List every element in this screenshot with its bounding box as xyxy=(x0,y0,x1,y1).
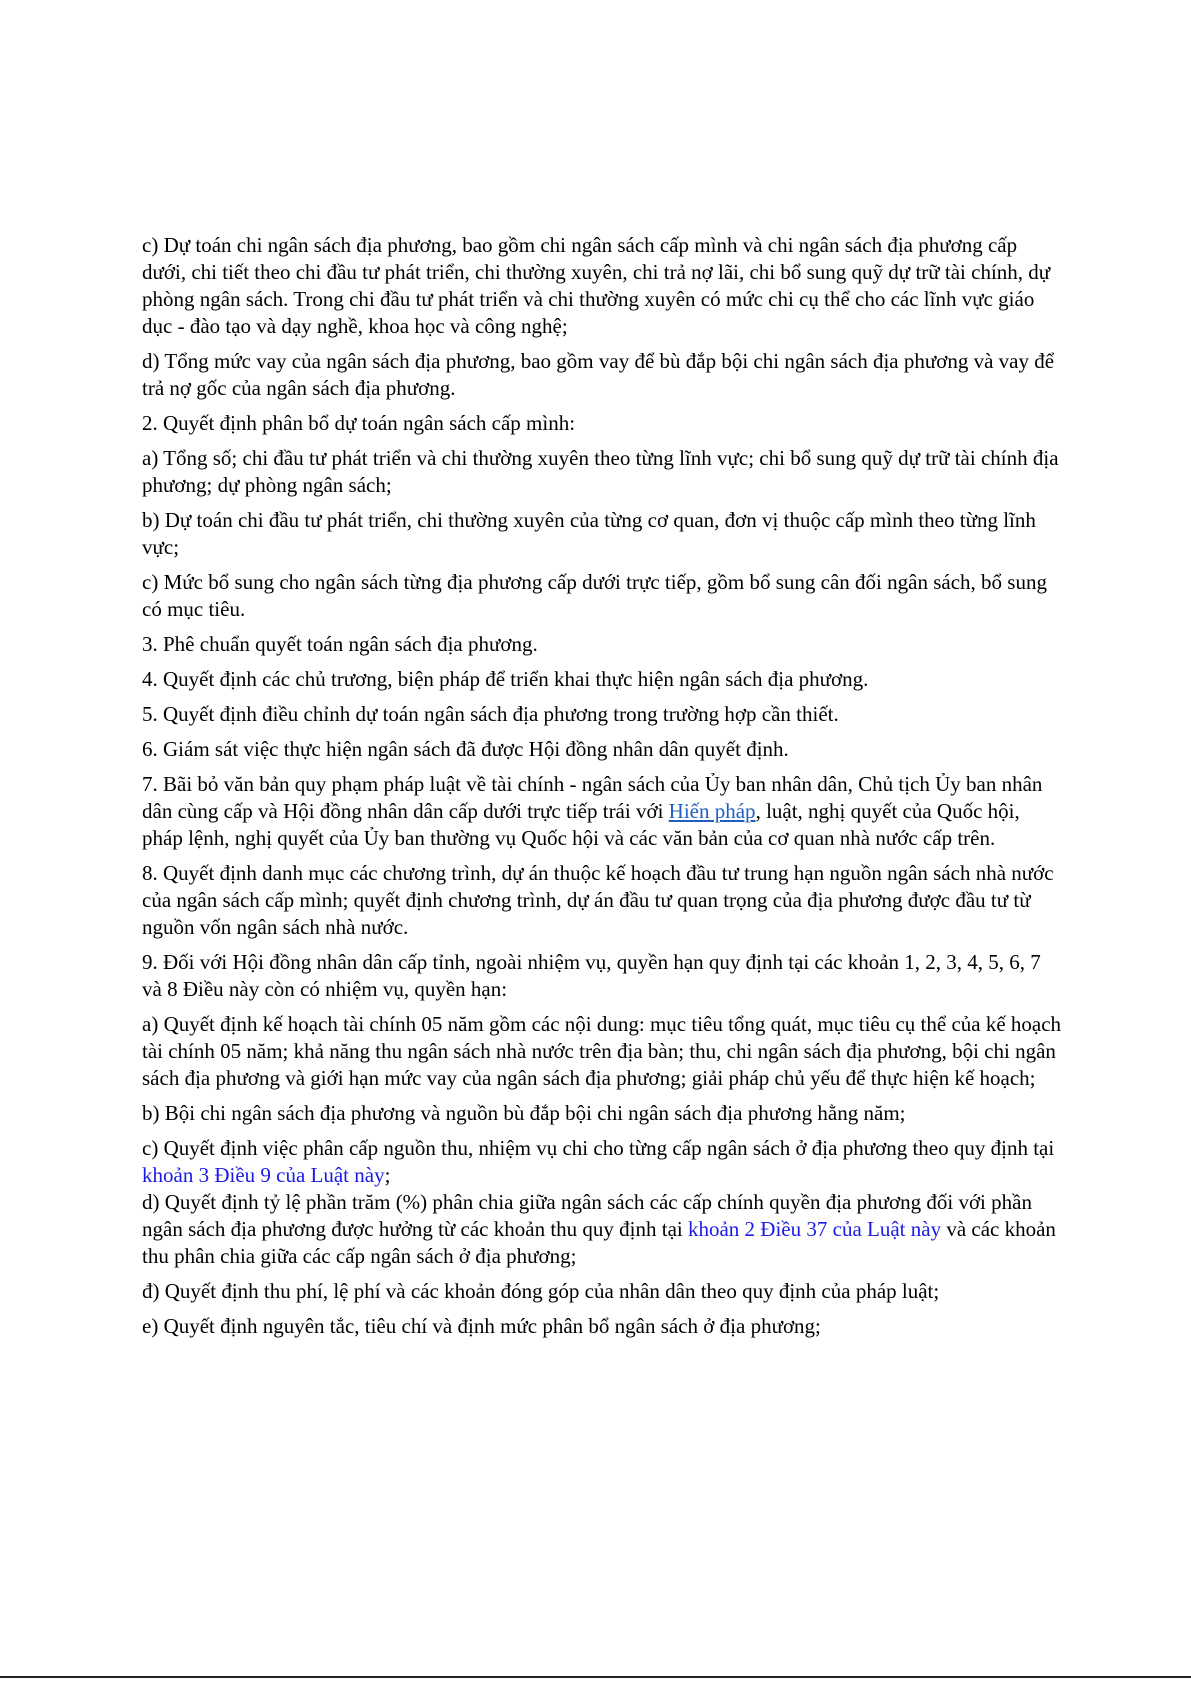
paragraph-2a: a) Tổng số; chi đầu tư phát triển và chi thường xuyên theo từng lĩnh vực; chi bổ sung quỹ dự trữ tài chính địa phương; dự phòng ngân sách; xyxy=(142,446,1059,497)
paragraph-1c-local-expenditure: c) Dự toán chi ngân sách địa phương, bao gồm chi ngân sách cấp mình và chi ngân sách địa phương cấp dưới, chi tiết theo chi đầu tư phát triển, chi thường xuyên, chi trả nợ lãi, chi bổ sung quỹ dự trữ tài chính, dự phòng ngân sách. Trong chi đầu tư phát triển và chi thường xuyên có mức chi cụ thể cho các lĩnh vực giáo dục - đào tạo và dạy nghề, khoa học và công nghệ; xyxy=(142,233,1051,338)
paragraph-9: 9. Đối với Hội đồng nhân dân cấp tỉnh, ngoài nhiệm vụ, quyền hạn quy định tại các khoản 1, 2, 3, 4, 5, 6, 7 và 8 Điều này còn có nhiệm vụ, quyền hạn: xyxy=(142,950,1041,1001)
footer-divider xyxy=(0,1676,1191,1678)
paragraph-2c: c) Mức bổ sung cho ngân sách từng địa phương cấp dưới trực tiếp, gồm bổ sung cân đối ngân sách, bổ sung có mục tiêu. xyxy=(142,570,1047,621)
paragraph-7 xyxy=(142,771,1062,852)
paragraph-2-allocation: 2. Quyết định phân bổ dự toán ngân sách cấp mình: xyxy=(142,411,576,435)
paragraph-9a: a) Quyết định kế hoạch tài chính 05 năm gồm các nội dung: mục tiêu tổng quát, mục tiêu cụ thể của kế hoạch tài chính 05 năm; khả năng thu ngân sách nhà nước trên địa bàn; thu, chi ngân sách địa phương, bội chi ngân sách địa phương và giới hạn mức vay của ngân sách địa phương; giải pháp chủ yếu để thực hiện kế hoạch; xyxy=(142,1012,1062,1090)
paragraph-7-text-before: 7. Bãi bỏ văn bản quy phạm pháp luật về tài chính - ngân sách của Ủy ban nhân dân, Chủ tịch Ủy ban nhân dân cùng cấp và Hội đồng nhân dân cấp dưới trực tiếp trái với xyxy=(142,772,1043,823)
paragraph-9b: b) Bội chi ngân sách địa phương và nguồn bù đắp bội chi ngân sách địa phương hằng năm; xyxy=(142,1101,906,1125)
paragraph-3: 3. Phê chuẩn quyết toán ngân sách địa phương. xyxy=(142,632,538,656)
constitution-link[interactable]: Hiến pháp xyxy=(668,799,756,823)
paragraph-4: 4. Quyết định các chủ trương, biện pháp để triển khai thực hiện ngân sách địa phương. xyxy=(142,667,869,691)
article-9-reference-link[interactable]: khoản 3 Điều 9 của Luật này xyxy=(142,1163,385,1187)
paragraph-9c xyxy=(142,1135,1062,1189)
paragraph-7-text-after: , luật, nghị quyết của Quốc hội, pháp lệnh, nghị quyết của Ủy ban thường vụ Quốc hội và các văn bản của cơ quan nhà nước cấp trên. xyxy=(142,799,1020,850)
paragraph-1d-total-borrowing: d) Tổng mức vay của ngân sách địa phương, bao gồm vay để bù đắp bội chi ngân sách địa phương và vay để trả nợ gốc của ngân sách địa phương. xyxy=(142,349,1055,400)
paragraph-8: 8. Quyết định danh mục các chương trình, dự án thuộc kế hoạch đầu tư trung hạn nguồn ngân sách nhà nước của ngân sách cấp mình; quyết định chương trình, dự án đầu tư quan trọng của địa phương được đầu tư từ nguồn vốn ngân sách nhà nước. xyxy=(142,861,1054,939)
paragraph-9d xyxy=(142,1189,1062,1270)
paragraph-9d-text-before: d) Quyết định tỷ lệ phần trăm (%) phân chia giữa ngân sách các cấp chính quyền địa phương đối với phần ngân sách địa phương được hưởng từ các khoản thu quy định tại xyxy=(142,1190,1032,1241)
paragraph-9c-text-after: ; xyxy=(384,1163,391,1187)
article-37-reference-link[interactable]: khoản 2 Điều 37 của Luật này xyxy=(687,1217,942,1241)
paragraph-2b: b) Dự toán chi đầu tư phát triển, chi thường xuyên của từng cơ quan, đơn vị thuộc cấp mình theo từng lĩnh vực; xyxy=(142,508,1036,559)
paragraph-9c-text-before: c) Quyết định việc phân cấp nguồn thu, nhiệm vụ chi cho từng cấp ngân sách ở địa phương theo quy định tại xyxy=(142,1136,1055,1160)
paragraph-9dd: đ) Quyết định thu phí, lệ phí và các khoản đóng góp của nhân dân theo quy định của pháp luật; xyxy=(142,1279,940,1303)
paragraph-9e: e) Quyết định nguyên tắc, tiêu chí và định mức phân bổ ngân sách ở địa phương; xyxy=(142,1314,821,1338)
paragraph-5: 5. Quyết định điều chỉnh dự toán ngân sách địa phương trong trường hợp cần thiết. xyxy=(142,702,839,726)
document-body xyxy=(142,232,1062,1348)
paragraph-9d-text-after: và các khoản thu phân chia giữa các cấp ngân sách ở địa phương; xyxy=(142,1217,1056,1268)
paragraph-6: 6. Giám sát việc thực hiện ngân sách đã được Hội đồng nhân dân quyết định. xyxy=(142,737,789,761)
